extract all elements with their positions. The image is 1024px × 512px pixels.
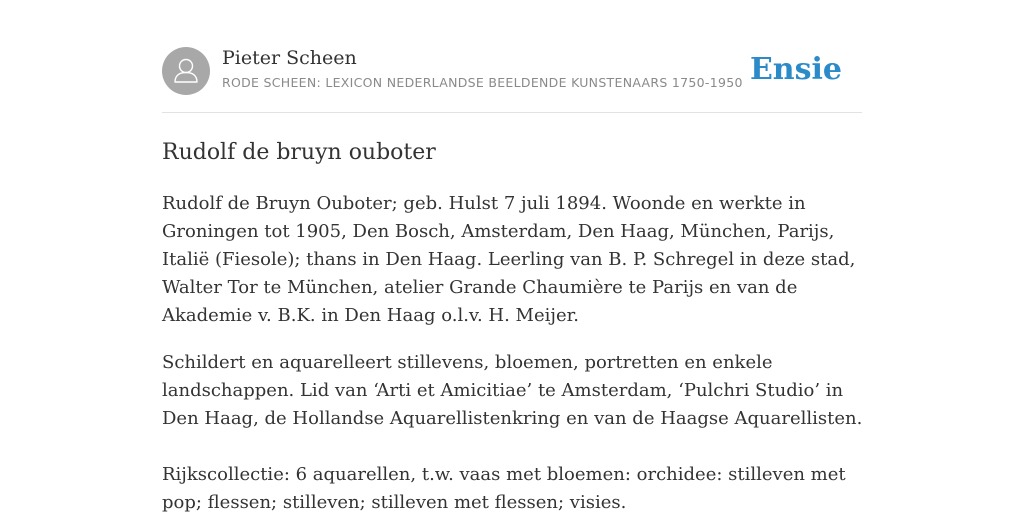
avatar[interactable] bbox=[162, 47, 210, 95]
article-paragraph-2: Schildert en aquarelleert stillevens, bloemen, portretten en enkele landschappen. Lid van ‘Arti et Amicitiae’ te Amsterdam, ‘Pulchri Studio’ in Den Haag, de Hollandse Aquarellistenkring en van de Haagse Aquarellisten. bbox=[162, 352, 863, 429]
user-silhouette-icon bbox=[162, 47, 210, 95]
source-lexicon[interactable]: RODE SCHEEN: LEXICON NEDERLANDSE BEELDENDE KUNSTENAARS 1750-1950 bbox=[222, 75, 743, 90]
article-header bbox=[162, 0, 862, 113]
ensie-logo[interactable]: Ensie bbox=[749, 52, 842, 87]
article-paragraph-3: Rijkscollectie: 6 aquarellen, t.w. vaas met bloemen: orchidee: stilleven met pop; flessen; stilleven; stilleven met flessen; visies. bbox=[162, 464, 846, 512]
author-name[interactable]: Pieter Scheen bbox=[222, 47, 357, 69]
page-title: Rudolf de bruyn ouboter bbox=[162, 140, 436, 165]
article-column bbox=[162, 0, 863, 512]
article-paragraph-1: Rudolf de Bruyn Ouboter; geb. Hulst 7 juli 1894. Woonde en werkte in Groningen tot 1905, Den Bosch, Amsterdam, Den Haag, München, Parijs, Italië (Fiesole); thans in Den Haag. Leerling van B. P. Schregel in deze stad, Walter Tor te München, atelier Grande Chaumière te Parijs en van de Akademie v. B.K. in Den Haag o.l.v. H. Meijer. bbox=[162, 193, 856, 326]
